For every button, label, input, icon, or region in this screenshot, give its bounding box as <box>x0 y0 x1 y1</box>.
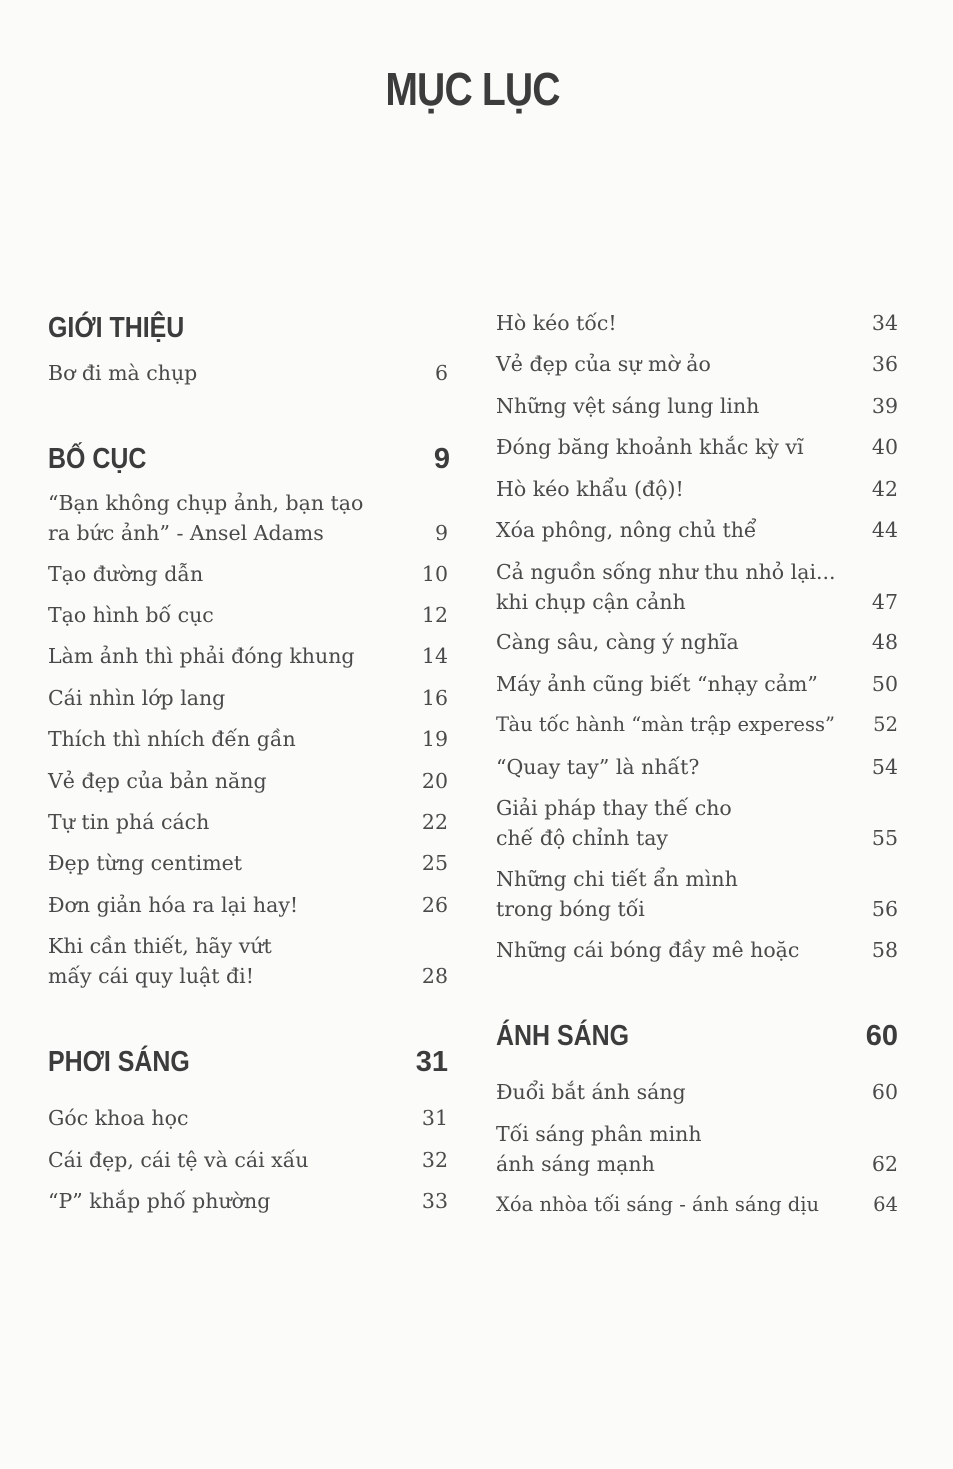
entry-page: 50 <box>871 672 898 696</box>
section-title: PHƠI SÁNG <box>48 1046 190 1078</box>
entry-title: Tạo hình bố cục <box>48 603 214 627</box>
toc-entry <box>496 669 898 699</box>
toc-entry <box>496 474 898 504</box>
toc-entry <box>496 793 898 853</box>
section-page: 60 <box>865 1020 898 1052</box>
toc-entry <box>48 766 448 796</box>
entry-title: Góc khoa học <box>48 1106 189 1130</box>
entry-page: 52 <box>873 713 898 736</box>
entry-title: Đơn giản hóa ra lại hay! <box>48 893 299 917</box>
entry-title: Tối sáng phân minh ánh sáng mạnh <box>496 1122 702 1176</box>
toc-entry <box>496 557 898 617</box>
section-heading-intro <box>48 312 448 346</box>
entry-page: 36 <box>871 352 898 376</box>
entry-title: Xóa phông, nông chủ thể <box>496 518 757 542</box>
entry-page: 62 <box>871 1152 898 1176</box>
entry-title: Càng sâu, càng ý nghĩa <box>496 630 739 654</box>
entry-page: 25 <box>421 851 448 875</box>
entry-page: 58 <box>871 938 898 962</box>
toc-entry <box>496 752 898 782</box>
entry-page: 28 <box>421 964 448 988</box>
toc-entry <box>48 641 448 671</box>
entry-title: Vẻ đẹp của sự mờ ảo <box>496 352 711 376</box>
entry-page: 64 <box>873 1193 898 1216</box>
section-heading-light <box>496 1020 898 1054</box>
entry-page: 34 <box>871 311 898 335</box>
section-title: ÁNH SÁNG <box>496 1020 630 1052</box>
entry-title: Cái nhìn lớp lang <box>48 686 226 710</box>
toc-entry <box>496 935 898 965</box>
toc-entry <box>48 807 448 837</box>
section-title: GIỚI THIỆU <box>48 312 185 344</box>
entry-title: Máy ảnh cũng biết “nhạy cảm” <box>496 672 818 696</box>
entry-page: 44 <box>871 518 898 542</box>
toc-entry <box>48 1186 448 1216</box>
entry-page: 22 <box>421 810 448 834</box>
entry-title: Hò kéo khẩu (độ)! <box>496 477 684 501</box>
toc-entry <box>496 864 898 924</box>
entry-title: Vẻ đẹp của bản năng <box>48 769 267 793</box>
entry-page: 60 <box>871 1080 898 1104</box>
toc-entry <box>48 890 448 920</box>
entry-page: 42 <box>871 477 898 501</box>
toc-entry <box>496 515 898 545</box>
entry-page: 39 <box>871 394 898 418</box>
entry-title: “Bạn không chụp ảnh, bạn tạo ra bức ảnh” - Ansel Adams <box>48 491 364 545</box>
toc-entry <box>48 683 448 713</box>
entry-title: Làm ảnh thì phải đóng khung <box>48 644 355 668</box>
toc-entry <box>48 1145 448 1175</box>
section-page: 31 <box>415 1046 448 1078</box>
toc-entry <box>496 1119 898 1179</box>
entry-title: Giải pháp thay thế cho chế độ chỉnh tay <box>496 796 732 850</box>
entry-title: Tạo đường dẫn <box>48 562 204 586</box>
section-page: 9 <box>433 443 450 475</box>
toc-entry <box>496 432 898 462</box>
entry-title: “P” khắp phố phường <box>48 1189 271 1213</box>
entry-title: Cái đẹp, cái tệ và cái xấu <box>48 1148 309 1172</box>
entry-page: 12 <box>421 603 448 627</box>
toc-entry <box>48 358 448 388</box>
toc-entry <box>48 600 448 630</box>
entry-title: Xóa nhòa tối sáng - ánh sáng dịu <box>496 1193 820 1216</box>
entry-title: “Quay tay” là nhất? <box>496 755 700 779</box>
entry-page: 32 <box>421 1148 448 1172</box>
entry-page: 31 <box>421 1106 448 1130</box>
entry-page: 10 <box>421 562 448 586</box>
entry-title: Bơ đi mà chụp <box>48 361 198 385</box>
entry-title: Những chi tiết ẩn mình trong bóng tối <box>496 867 738 921</box>
section-heading-exposure <box>48 1046 448 1080</box>
toc-entry <box>48 1103 448 1133</box>
toc-entry <box>48 559 448 589</box>
toc-entry <box>48 488 448 548</box>
entry-page: 48 <box>871 630 898 654</box>
toc-entry <box>496 1077 898 1107</box>
entry-title: Cả nguồn sống như thu nhỏ lại... khi chụp cận cảnh <box>496 560 836 614</box>
page-title: MỤC LỤC <box>385 63 560 115</box>
toc-entry <box>496 1190 898 1220</box>
section-heading-composition <box>48 443 450 477</box>
entry-page: 14 <box>421 644 448 668</box>
entry-page: 55 <box>871 826 898 850</box>
entry-page: 16 <box>421 686 448 710</box>
toc-entry <box>496 391 898 421</box>
entry-title: Tự tin phá cách <box>48 810 210 834</box>
entry-page: 9 <box>434 521 448 545</box>
entry-title: Những cái bóng đầy mê hoặc <box>496 938 800 962</box>
entry-page: 33 <box>421 1189 448 1213</box>
entry-page: 19 <box>421 727 448 751</box>
toc-entry <box>48 931 448 991</box>
toc-entry <box>496 710 898 740</box>
entry-title: Hò kéo tốc! <box>496 311 617 335</box>
entry-page: 6 <box>434 361 448 385</box>
entry-title: Đóng băng khoảnh khắc kỳ vĩ <box>496 435 804 459</box>
entry-page: 26 <box>421 893 448 917</box>
entry-page: 47 <box>871 590 898 614</box>
entry-page: 20 <box>421 769 448 793</box>
entry-title: Đuổi bắt ánh sáng <box>496 1080 686 1104</box>
entry-title: Thích thì nhích đến gần <box>48 727 296 751</box>
toc-entry <box>496 308 898 338</box>
entry-title: Những vệt sáng lung linh <box>496 394 760 418</box>
entry-page: 54 <box>871 755 898 779</box>
toc-entry <box>48 724 448 754</box>
entry-page: 40 <box>871 435 898 459</box>
toc-entry <box>496 627 898 657</box>
entry-title: Tàu tốc hành “màn trập experess” <box>496 713 835 736</box>
entry-title: Đẹp từng centimet <box>48 851 243 875</box>
section-title: BỐ CỤC <box>48 443 147 475</box>
toc-entry <box>48 848 448 878</box>
entry-page: 56 <box>871 897 898 921</box>
entry-title: Khi cần thiết, hãy vứt mấy cái quy luật đi! <box>48 934 272 988</box>
toc-entry <box>496 349 898 379</box>
